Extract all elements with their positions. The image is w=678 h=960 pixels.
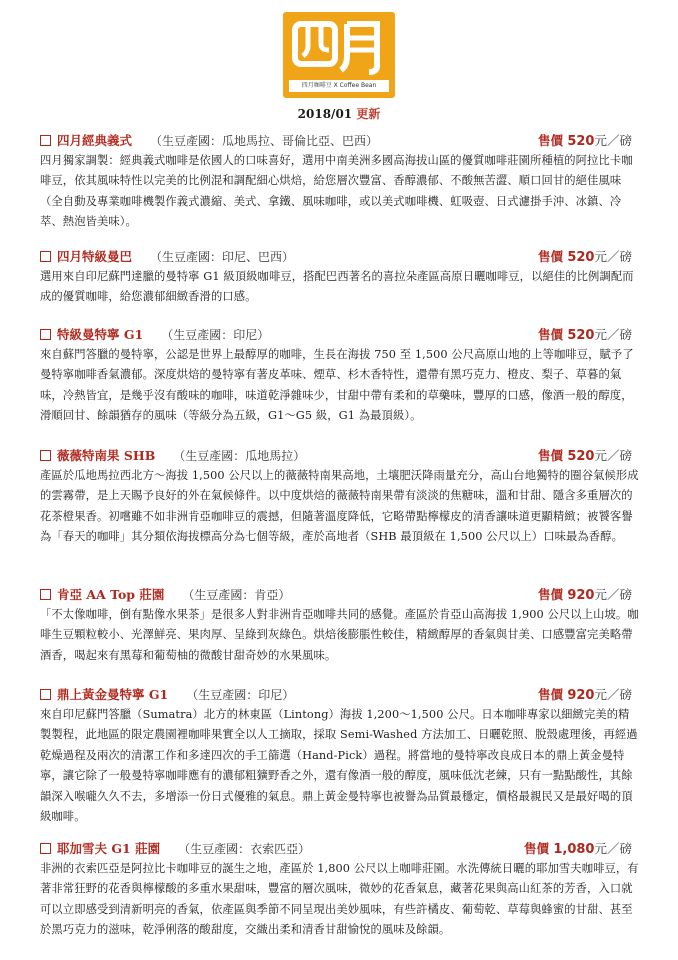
product-description: 來自蘇門答臘的曼特寧，公認是世界上最醇厚的咖啡，生長在海拔 750 至 1,500 公尺高原山地的上等咖啡豆，賦予了曼特寧咖啡香氣濃郁。深度烘焙的曼特寧有著皮革味、煙草、杉木香特性，還帶有黑巧克力、橙皮、梨子、草暮的氣味，冷熱皆宜，是幾乎沒有酸味的咖啡，味道乾淨雜味少，甘甜中帶有柔和的草藥味，豐厚的口感，像酒一般的醇度，滑順回甘、餘韻猶存的風味（等級分為五級，G1～G5 級，G1 為最頂級）。 bbox=[40, 348, 634, 423]
update-label: 更新 bbox=[356, 107, 381, 121]
product-description: 非洲的衣索匹亞是阿拉比卡咖啡豆的誕生之地，產區於 1,800 公尺以上咖啡莊園。水洗傳統日曬的耶加雪夫咖啡豆，有著非常狂野的花香與檸檬酸的多重水果甜味，豐富的層次風味，微妙的花香氣息，藏著花果與高山紅茶的芳香，入口就可以立即感受到清新明亮的香氣，依產區與季節不同呈現出美妙風味，有些許橘皮、葡萄乾、草莓與蜂蜜的甘甜、甚至於黑巧克力的滋味，乾淨俐落的酸甜度，交織出柔和清香甘甜愉悅的風味及餘韻。 bbox=[40, 862, 639, 937]
update-line bbox=[0, 105, 678, 122]
product-origin: （生豆產國：印尼、巴西） bbox=[150, 250, 295, 264]
price-value: 920 bbox=[567, 688, 595, 703]
price-value: 520 bbox=[567, 250, 595, 265]
price-label: 售價 bbox=[537, 687, 563, 702]
price-label: 售價 bbox=[537, 327, 563, 342]
price-unit: 元／磅 bbox=[594, 327, 632, 342]
checkbox-icon bbox=[40, 589, 51, 600]
price-value: 520 bbox=[567, 328, 595, 343]
product-description: 來自印尼蘇門答臘（Sumatra）北方的林東區（Lintong）海拔 1,200～1,500 公尺。日本咖啡專家以細緻完美的精製製程，此地區的限定農園裡咖啡果實全以人工摘取，採取 Semi-Washed 方法加工、日曬乾照、脫殼處理後，再經過乾燥過程及兩次的清潔工作和多達四次的手工篩選（Hand-Pick）過程。將當地的曼特寧改良成日本的鼎上黃金曼特寧，讓它除了一般曼特寧咖啡應有的濃郁粗獷野香之外，還有像酒一般的醇度，風味低沈老練，只有一點點酸性，其餘韻深入喉嚨久久不去，多增添一份日式優雅的氣息。鼎上黃金曼特寧也被譽為品質最穩定，價格最親民又是最好喝的頂級咖啡。 bbox=[40, 708, 638, 824]
price-unit: 元／磅 bbox=[594, 448, 632, 463]
product-name: 薇薇特南果 SHB bbox=[57, 448, 156, 463]
price-label: 售價 bbox=[523, 841, 549, 856]
price-value: 920 bbox=[567, 588, 595, 603]
product-section bbox=[40, 446, 640, 548]
price-label: 售價 bbox=[537, 249, 563, 264]
product-price bbox=[538, 247, 632, 265]
product-name: 四月特級曼巴 bbox=[57, 249, 133, 264]
price-value: 520 bbox=[567, 134, 595, 149]
logo-badge bbox=[283, 12, 395, 98]
product-price bbox=[538, 131, 632, 149]
price-label: 售價 bbox=[537, 587, 563, 602]
product-price bbox=[538, 585, 632, 603]
product-origin: （生豆產國：瓜地馬拉） bbox=[173, 449, 306, 463]
product-name: 耶加雪夫 G1 莊園 bbox=[57, 841, 161, 856]
product-header bbox=[40, 446, 640, 466]
product-header bbox=[40, 685, 640, 705]
product-header bbox=[40, 585, 640, 605]
product-section bbox=[40, 585, 640, 666]
product-section bbox=[40, 131, 640, 233]
product-price bbox=[538, 325, 632, 343]
product-description: 選用來自印尼蘇門達臘的曼特寧 G1 級頂級咖啡豆，搭配巴西著名的喜拉朵產區高原日曬咖啡豆，以絕佳的比例調配而成的優質咖啡，給您濃郁細緻香滑的口感。 bbox=[40, 270, 634, 304]
brand-logo bbox=[283, 12, 395, 98]
price-unit: 元／磅 bbox=[594, 841, 632, 856]
update-date: 2018/01 bbox=[297, 107, 353, 121]
product-price bbox=[538, 685, 632, 703]
product-header bbox=[40, 839, 640, 859]
product-description: 四月獨家調製：經典義式咖啡是依國人的口味喜好，選用中南美洲多國高海拔山區的優質咖啡莊園所種植的阿拉比卡咖啡豆，依其風味特性以完美的比例混和調配細心烘焙，給您層次豐富、香醇濃郁、不酸無苦澀、順口回甘的絕佳風味（全自動及專業咖啡機製作義式濃縮、美式、拿鐵、風味咖啡，或以美式咖啡機、虹吸壺、日式濾掛手沖、冰鎮、冷萃、熱泡皆美味）。 bbox=[40, 154, 633, 229]
price-unit: 元／磅 bbox=[594, 687, 632, 702]
price-unit: 元／磅 bbox=[594, 587, 632, 602]
price-label: 售價 bbox=[537, 448, 563, 463]
product-section bbox=[40, 839, 640, 941]
product-origin: （生豆產國：瓜地馬拉、哥倫比亞、巴西） bbox=[150, 134, 379, 148]
checkbox-icon bbox=[40, 251, 51, 262]
product-section bbox=[40, 247, 640, 308]
product-price bbox=[538, 446, 632, 464]
price-value: 520 bbox=[567, 449, 595, 464]
product-origin: （生豆產國：印尼） bbox=[186, 688, 295, 702]
product-origin: （生豆產國：衣索匹亞） bbox=[178, 842, 311, 856]
checkbox-icon bbox=[40, 450, 51, 461]
product-section bbox=[40, 685, 640, 827]
price-unit: 元／磅 bbox=[594, 133, 632, 148]
checkbox-icon bbox=[40, 329, 51, 340]
product-name: 特級曼特寧 G1 bbox=[57, 327, 144, 342]
product-origin: （生豆產國：印尼） bbox=[161, 328, 270, 342]
product-header bbox=[40, 325, 640, 345]
product-header bbox=[40, 247, 640, 267]
checkbox-icon bbox=[40, 843, 51, 854]
logo-mark-icon bbox=[289, 16, 389, 76]
product-section bbox=[40, 325, 640, 427]
product-name: 肯亞 AA Top 莊園 bbox=[57, 587, 165, 602]
product-name: 四月經典義式 bbox=[57, 133, 133, 148]
checkbox-icon bbox=[40, 135, 51, 146]
product-description: 「不太像咖啡，倒有點像水果茶」是很多人對非洲肯亞咖啡共同的感覺。產區於肯亞山高海拔 1,900 公尺以上山坡。咖啡生豆顆粒較小、光澤鮮亮、果肉厚、呈綠到灰綠色。烘焙後膨脹性較佳，精緻醇厚的香氣與甘美、口感豐富完美略帶酒香，喝起來有黑莓和葡萄柚的微酸甘甜奇妙的水果風味。 bbox=[40, 608, 639, 662]
logo-subtitle: 四月咖啡豆 X Coffee Bean bbox=[289, 80, 389, 92]
product-header bbox=[40, 131, 640, 151]
price-label: 售價 bbox=[537, 133, 563, 148]
product-origin: （生豆產國：肯亞） bbox=[182, 588, 291, 602]
product-price bbox=[524, 839, 632, 857]
price-value: 1,080 bbox=[553, 842, 595, 857]
checkbox-icon bbox=[40, 689, 51, 700]
price-unit: 元／磅 bbox=[594, 249, 632, 264]
product-description: 產區於瓜地馬拉西北方～海拔 1,500 公尺以上的薇薇特南果高地，土壤肥沃降雨量充分，高山台地獨特的圈谷氣候形成的雲霧帶，是上天賜予良好的外在氣候條件。以中度烘焙的薇薇特南果帶有淡淡的焦糖味，溫和甘甜、隱含多重層次的花茶橙果香。初嚐雖不如非洲肯亞咖啡豆的震撼，但隨著溫度降低，它略帶點檸檬皮的清香讓味道更顯精緻；被饕客譽為「春天的咖啡」其分類依海拔標高分為七個等級，產於高地者（SHB 最頂級在 1,500 公尺以上）口味最為香醇。 bbox=[40, 469, 639, 544]
product-name: 鼎上黃金曼特寧 G1 bbox=[57, 687, 169, 702]
